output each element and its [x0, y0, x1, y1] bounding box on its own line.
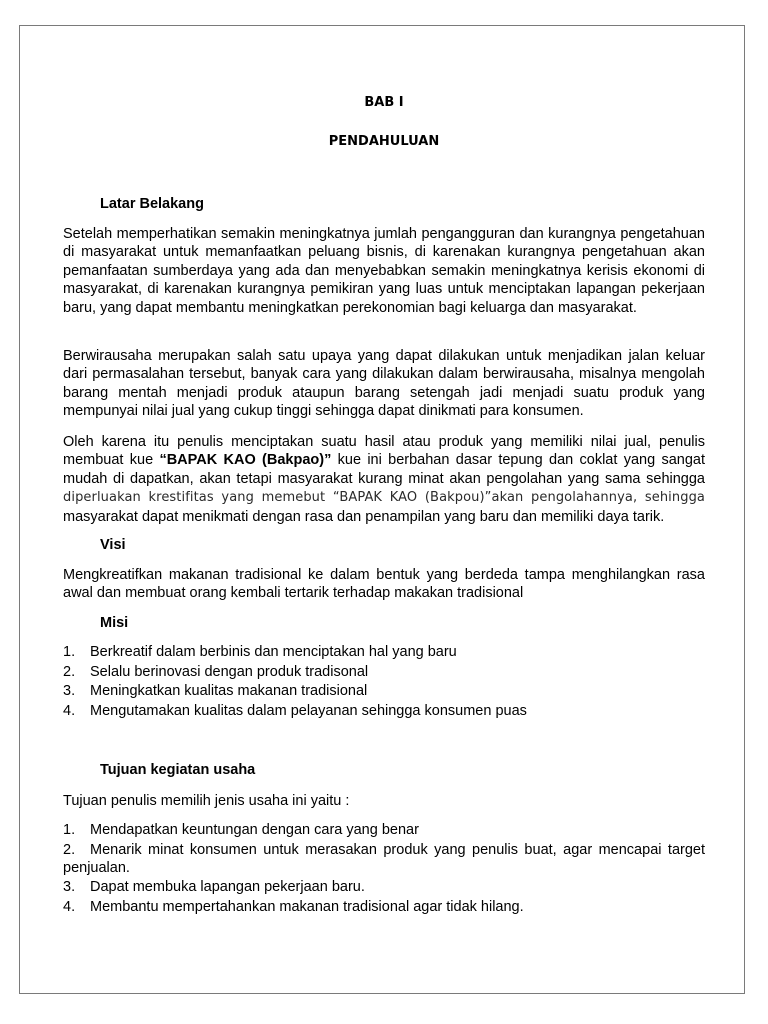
paragraph-latar-belakang-1: Setelah memperhatikan semakin meningkatnya jumlah pengangguran dan kurangnya pengetahuan di masyarakat untuk memanfaatkan peluang bisnis, di karenakan kurangnya pengetahuan akan pemanfaatan sumberdaya yang ada dan menyebabkan semakin meningkatnya kerisis ekonomi di masyarakat, di karenakan kurangnya pemikiran yang luas untuk menciptakan lapangan pekerjaan baru, yang dapat membantu meningkatkan perekonomian bagi keluarga dan masyarakat. [63, 226, 705, 316]
paragraph-3-text-b: kue ini berbahan dasar tepung dan coklat yang sangat mudah di dapatkan, akan tetapi masyarakat kurang minat akan pengolahan yang sama sehingga [63, 452, 705, 487]
list-text: Mendapatkan keuntungan dengan cara yang benar [90, 822, 419, 838]
paragraph-visi: Mengkreatifkan makanan tradisional ke dalam bentuk yang berdeda tampa menghilangkan rasa awal dan membuat orang kembali tertarik terhadap makakan tradisional [63, 567, 705, 602]
tujuan-list [63, 821, 705, 918]
list-number: 2. [63, 663, 76, 680]
list-number: 1. [63, 644, 76, 660]
list-number: 3. [63, 879, 76, 896]
list-number: 1. [63, 822, 76, 838]
paragraph-latar-belakang-3 [63, 433, 705, 526]
list-item [63, 682, 705, 702]
list-number: 4. [63, 899, 76, 915]
heading-visi: Visi [100, 537, 126, 553]
heading-latar-belakang: Latar Belakang [100, 196, 204, 212]
list-item [63, 643, 705, 663]
list-item [63, 898, 705, 918]
misi-list [63, 643, 705, 721]
product-name: “BAPAK KAO (Bakpao)” [159, 452, 332, 469]
paragraph-tujuan-intro: Tujuan penulis memilih jenis usaha ini yaitu : [63, 793, 350, 809]
list-number: 2. [63, 841, 76, 858]
list-item [63, 878, 705, 898]
list-item [63, 663, 705, 683]
list-item [63, 841, 705, 879]
paragraph-3-text-d: masyarakat dapat menikmati dengan rasa dan penampilan yang baru dan memiliki daya tarik. [63, 508, 665, 525]
chapter-title: PENDAHULUAN [328, 134, 440, 149]
list-text: Mengutamakan kualitas dalam pelayanan sehingga konsumen puas [90, 702, 527, 719]
list-text: Selalu berinovasi dengan produk tradisonal [90, 663, 369, 680]
heading-tujuan: Tujuan kegiatan usaha [100, 762, 256, 778]
list-number: 3. [63, 683, 76, 700]
list-item [63, 821, 705, 841]
heading-misi: Misi [100, 615, 129, 631]
list-text: Berkreatif dalam berbinis dan menciptakan hal yang baru [90, 644, 457, 660]
paragraph-3-text-c: diperluakan krestifitas yang memebut “BAPAK KAO (Bakpou)”akan pengolahannya, sehingga [63, 490, 705, 506]
list-number: 4. [63, 702, 76, 719]
paragraph-3-text-a: Oleh karena itu penulis menciptakan suatu hasil atau produk yang memiliki nilai jual, penulis membuat kue [63, 434, 705, 469]
list-item [63, 702, 705, 722]
list-text: Meningkatkan kualitas makanan tradisional [90, 683, 368, 700]
list-text: Dapat membuka lapangan pekerjaan baru. [90, 879, 365, 896]
chapter-number: BAB I [364, 95, 404, 110]
list-text: Menarik minat konsumen untuk merasakan produk yang penulis buat, agar mencapai target penjualan. [63, 841, 705, 876]
paragraph-latar-belakang-2: Berwirausaha merupakan salah satu upaya yang dapat dilakukan untuk menjadikan jalan keluar dari permasalahan tersebut, banyak cara yang dilakukan dalam berwirausaha, misalnya mengolah barang mentah menjadi produk ataupun barang setengah jadi menjadi suatu produk yang mempunyai nilai jual yang cukup tinggi sehingga dapat dinikmati para konsumen. [63, 348, 705, 420]
list-text: Membantu mempertahankan makanan tradisional agar tidak hilang. [90, 899, 524, 915]
